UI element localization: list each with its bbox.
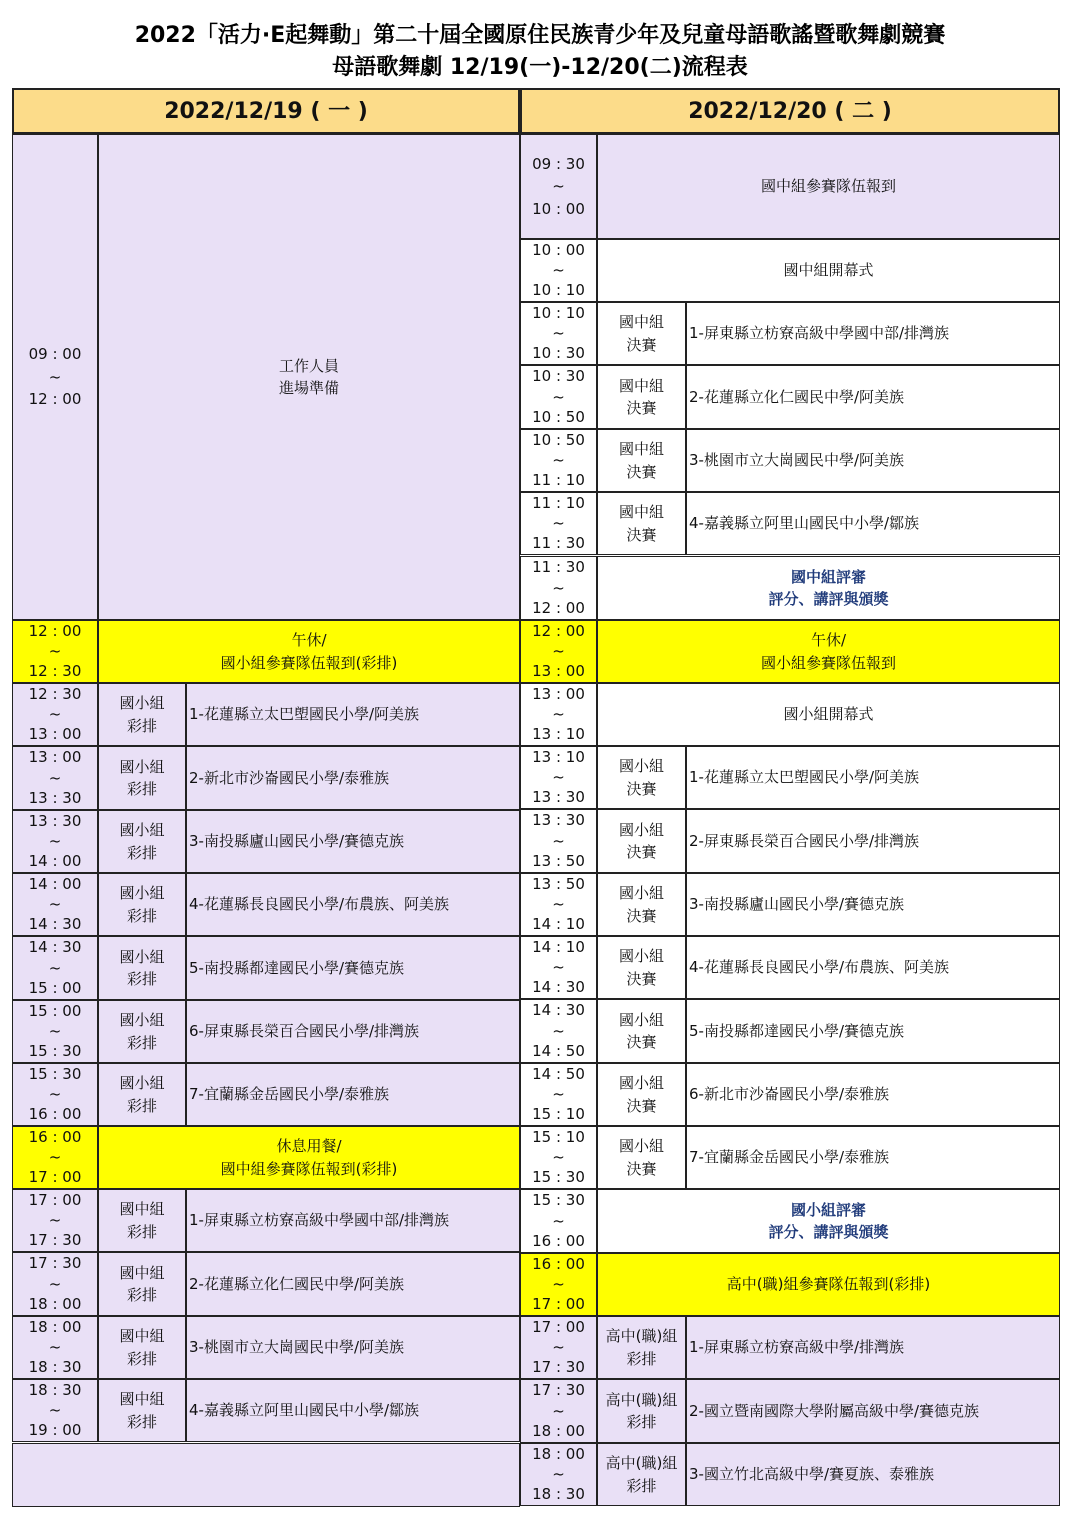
time-end: 16 : 00 — [532, 1232, 585, 1251]
time-separator: ~ — [552, 514, 565, 533]
time-start: 17 : 30 — [28, 1254, 82, 1272]
day2-time-slot — [520, 365, 597, 429]
day1-team-name: 3-桃園市立大崗國民中學/阿美族 — [186, 1316, 520, 1379]
time-start: 16 : 00 — [28, 1128, 82, 1146]
day2-event-type: 國小組 決賽 — [597, 746, 686, 809]
day1-event-type: 國小組 彩排 — [98, 1000, 186, 1063]
time-end: 13 : 30 — [532, 788, 585, 807]
day2-team-name: 1-屏東縣立枋寮高級中學/排灣族 — [686, 1316, 1060, 1379]
time-start: 10 : 00 — [532, 241, 585, 259]
day1-time-slot — [12, 746, 98, 810]
time-start: 10 : 30 — [532, 367, 585, 385]
day2-time-slot — [520, 492, 597, 555]
time-separator: ~ — [552, 895, 565, 914]
time-start: 13 : 30 — [532, 811, 585, 829]
time-separator: ~ — [48, 1211, 62, 1230]
time-separator: ~ — [552, 1338, 565, 1357]
time-end: 17 : 30 — [28, 1231, 82, 1250]
day2-time-slot — [520, 809, 597, 873]
day2-team-name: 7-宜蘭縣金岳國民小學/泰雅族 — [686, 1126, 1060, 1189]
time-start: 15 : 00 — [28, 1002, 82, 1020]
day2-event-type: 高中(職)組 彩排 — [597, 1316, 686, 1379]
time-separator: ~ — [552, 1211, 565, 1230]
time-start: 14 : 50 — [532, 1065, 585, 1083]
day2-event-type: 國中組 決賽 — [597, 492, 686, 555]
time-start: 15 : 10 — [532, 1128, 585, 1146]
time-end: 14 : 30 — [532, 978, 585, 997]
time-separator: ~ — [48, 1338, 62, 1357]
time-start: 14 : 30 — [532, 1001, 585, 1019]
time-start: 13 : 00 — [532, 685, 585, 703]
day2-event-type: 國中組 決賽 — [597, 302, 686, 365]
day1-team-name: 6-屏東縣長榮百合國民小學/排灣族 — [186, 1000, 520, 1063]
day1-event-type: 國中組 彩排 — [98, 1379, 186, 1442]
time-start: 17 : 00 — [28, 1191, 82, 1209]
day2-time-slot — [520, 746, 597, 809]
day1-time-slot — [12, 683, 98, 746]
day1-team-name: 1-花蓮縣立太巴塱國民小學/阿美族 — [186, 683, 520, 746]
time-start: 16 : 00 — [532, 1255, 585, 1273]
time-separator: ~ — [552, 1021, 565, 1040]
time-separator: ~ — [552, 642, 565, 661]
time-separator: ~ — [552, 1401, 565, 1420]
time-start: 09 : 00 — [28, 345, 82, 364]
document-subtitle: 母語歌舞劇 12/19(一)-12/20(二)流程表 — [332, 55, 748, 80]
day2-event-type: 國小組 決賽 — [597, 1126, 686, 1189]
time-separator: ~ — [48, 1274, 62, 1293]
day2-checkin-time — [520, 134, 597, 239]
day2-lunch-event: 午休/ 國小組參賽隊伍報到 — [597, 620, 1060, 683]
time-start: 12 : 30 — [28, 685, 82, 703]
day1-time-slot — [12, 1063, 98, 1126]
day2-judging-event: 國小組評審 評分、講評與頒獎 — [597, 1189, 1060, 1253]
day1-time-slot — [12, 810, 98, 873]
time-separator: ~ — [48, 367, 62, 386]
time-end: 10 : 50 — [532, 408, 585, 427]
time-end: 14 : 50 — [532, 1042, 585, 1061]
time-end: 12 : 00 — [28, 390, 82, 409]
time-start: 15 : 30 — [28, 1065, 82, 1083]
day2-time-slot — [520, 1316, 597, 1379]
day2-event-type: 國小組 決賽 — [597, 873, 686, 936]
day2-lunch-time — [520, 620, 597, 683]
day2-team-name: 2-花蓮縣立化仁國民中學/阿美族 — [686, 365, 1060, 429]
time-end: 11 : 30 — [532, 534, 585, 553]
day1-empty-cell — [12, 1443, 520, 1507]
time-start: 13 : 00 — [28, 748, 82, 766]
time-separator: ~ — [552, 261, 565, 280]
time-end: 12 : 30 — [28, 662, 82, 681]
time-separator: ~ — [552, 1465, 565, 1484]
day1-time-slot — [12, 1189, 98, 1252]
time-start: 10 : 10 — [532, 304, 585, 322]
time-separator: ~ — [552, 177, 565, 196]
day1-event-type: 國中組 彩排 — [98, 1252, 186, 1316]
day2-team-name: 3-國立竹北高級中學/賽夏族、泰雅族 — [686, 1443, 1060, 1506]
day2-event-type: 國小組 決賽 — [597, 936, 686, 999]
day1-team-name: 2-花蓮縣立化仁國民中學/阿美族 — [186, 1252, 520, 1316]
day1-time-slot — [12, 1000, 98, 1063]
time-end: 19 : 00 — [28, 1421, 82, 1440]
time-end: 15 : 00 — [28, 979, 82, 998]
time-end: 18 : 30 — [28, 1358, 82, 1377]
time-end: 16 : 00 — [28, 1105, 82, 1124]
day1-event-type: 國小組 彩排 — [98, 810, 186, 873]
time-separator: ~ — [552, 1085, 565, 1104]
time-end: 10 : 30 — [532, 344, 585, 363]
time-end: 10 : 10 — [532, 281, 585, 300]
time-separator: ~ — [552, 578, 565, 597]
time-start: 18 : 00 — [532, 1445, 585, 1463]
time-start: 13 : 10 — [532, 748, 585, 766]
day1-time-slot — [12, 1316, 98, 1379]
time-start: 13 : 30 — [28, 812, 82, 830]
day2-team-name: 3-南投縣廬山國民小學/賽德克族 — [686, 873, 1060, 936]
day2-time-slot — [520, 1443, 597, 1506]
day2-time-slot — [520, 1063, 597, 1126]
time-separator: ~ — [552, 387, 565, 406]
time-separator: ~ — [48, 958, 62, 977]
day2-event-type: 國小組 決賽 — [597, 809, 686, 873]
time-end: 13 : 00 — [28, 725, 82, 744]
time-separator: ~ — [552, 1275, 565, 1294]
day2-judging-event: 國中組評審 評分、講評與頒獎 — [597, 556, 1060, 620]
time-start: 14 : 00 — [28, 875, 82, 893]
day1-team-name: 1-屏東縣立枋寮高級中學國中部/排灣族 — [186, 1189, 520, 1252]
time-start: 11 : 10 — [532, 494, 585, 512]
time-end: 15 : 10 — [532, 1105, 585, 1124]
time-end: 13 : 10 — [532, 725, 585, 744]
time-separator: ~ — [48, 768, 62, 787]
time-end: 13 : 30 — [28, 789, 82, 808]
day2-event-type: 國小組 決賽 — [597, 1063, 686, 1126]
time-start: 18 : 30 — [28, 1381, 82, 1399]
time-separator: ~ — [48, 705, 62, 724]
time-start: 14 : 30 — [28, 938, 82, 956]
day1-header: 2022/12/19 ( 一 ) — [12, 88, 520, 134]
day2-time-slot — [520, 302, 597, 365]
day1-lunch-time — [12, 620, 98, 683]
day1-time-slot — [12, 873, 98, 936]
day1-event-type: 國小組 彩排 — [98, 1063, 186, 1126]
day2-event-type: 高中(職)組 彩排 — [597, 1379, 686, 1443]
time-separator: ~ — [48, 895, 62, 914]
time-start: 09 : 30 — [532, 154, 585, 173]
day2-hs-checkin-event: 高中(職)組參賽隊伍報到(彩排) — [597, 1253, 1060, 1316]
time-end: 13 : 50 — [532, 852, 585, 871]
day1-staff-event: 工作人員 進場準備 — [98, 134, 520, 620]
day1-event-type: 國小組 彩排 — [98, 683, 186, 746]
day2-checkin-event: 國中組參賽隊伍報到 — [597, 134, 1060, 239]
time-start: 12 : 00 — [28, 622, 82, 640]
time-separator: ~ — [48, 1022, 62, 1041]
time-separator: ~ — [48, 832, 62, 851]
day1-event-type: 國小組 彩排 — [98, 873, 186, 936]
time-separator: ~ — [48, 642, 62, 661]
day1-time-slot — [12, 1379, 98, 1442]
time-end: 18 : 00 — [28, 1295, 82, 1314]
day1-team-name: 7-宜蘭縣金岳國民小學/泰雅族 — [186, 1063, 520, 1126]
time-separator: ~ — [48, 1085, 62, 1104]
day2-event-type: 高中(職)組 彩排 — [597, 1443, 686, 1506]
day2-opening-event: 國中組開幕式 — [597, 239, 1060, 302]
time-start: 18 : 00 — [28, 1318, 82, 1336]
day1-team-name: 3-南投縣廬山國民小學/賽德克族 — [186, 810, 520, 873]
time-end: 13 : 00 — [532, 662, 585, 681]
time-separator: ~ — [552, 705, 565, 724]
day2-event-type: 國中組 決賽 — [597, 429, 686, 492]
day2-team-name: 6-新北市沙崙國民小學/泰雅族 — [686, 1063, 1060, 1126]
time-start: 15 : 30 — [532, 1191, 585, 1209]
day2-team-name: 5-南投縣都達國民小學/賽德克族 — [686, 999, 1060, 1063]
day1-time-slot — [12, 1252, 98, 1316]
day2-judging-time — [520, 1189, 597, 1253]
day1-event-type: 國小組 彩排 — [98, 936, 186, 1000]
day2-time-slot — [520, 873, 597, 936]
day2-opening-time — [520, 239, 597, 302]
day2-time-slot — [520, 429, 597, 492]
day1-lunch-event: 午休/ 國小組參賽隊伍報到(彩排) — [98, 620, 520, 683]
time-separator: ~ — [552, 831, 565, 850]
day1-event-type: 國中組 彩排 — [98, 1189, 186, 1252]
time-end: 15 : 30 — [28, 1042, 82, 1061]
time-end: 12 : 00 — [532, 599, 585, 618]
day2-event-type: 國中組 決賽 — [597, 365, 686, 429]
time-end: 10 : 00 — [532, 199, 585, 218]
day2-hs-checkin-time — [520, 1253, 597, 1316]
time-start: 17 : 00 — [532, 1318, 585, 1336]
day1-team-name: 4-花蓮縣長良國民小學/布農族、阿美族 — [186, 873, 520, 936]
time-end: 14 : 30 — [28, 915, 82, 934]
day2-team-name: 4-花蓮縣長良國民小學/布農族、阿美族 — [686, 936, 1060, 999]
time-separator: ~ — [552, 1148, 565, 1167]
time-separator: ~ — [552, 958, 565, 977]
day1-team-name: 4-嘉義縣立阿里山國民中小學/鄒族 — [186, 1379, 520, 1442]
day2-team-name: 4-嘉義縣立阿里山國民中小學/鄒族 — [686, 492, 1060, 555]
time-end: 18 : 30 — [532, 1485, 585, 1504]
day2-header: 2022/12/20 ( 二 ) — [520, 88, 1060, 134]
time-separator: ~ — [48, 1148, 62, 1167]
day2-team-name: 1-屏東縣立枋寮高級中學國中部/排灣族 — [686, 302, 1060, 365]
time-start: 12 : 00 — [532, 622, 585, 640]
time-separator: ~ — [552, 768, 565, 787]
day1-team-name: 5-南投縣都達國民小學/賽德克族 — [186, 936, 520, 1000]
document-title: 2022「活力·E起舞動」第二十屆全國原住民族青少年及兒童母語歌謠暨歌舞劇競賽 — [134, 23, 946, 48]
time-end: 18 : 00 — [532, 1422, 585, 1441]
time-start: 11 : 30 — [532, 558, 585, 576]
time-start: 10 : 50 — [532, 431, 585, 449]
time-start: 14 : 10 — [532, 938, 585, 956]
day1-team-name: 2-新北市沙崙國民小學/泰雅族 — [186, 746, 520, 810]
time-separator: ~ — [48, 1401, 62, 1420]
time-end: 14 : 10 — [532, 915, 585, 934]
day2-team-name: 2-屏東縣長榮百合國民小學/排灣族 — [686, 809, 1060, 873]
time-separator: ~ — [552, 451, 565, 470]
day2-time-slot — [520, 999, 597, 1063]
time-end: 17 : 00 — [532, 1295, 585, 1314]
day2-team-name: 1-花蓮縣立太巴塱國民小學/阿美族 — [686, 746, 1060, 809]
time-start: 17 : 30 — [532, 1381, 585, 1399]
day2-time-slot — [520, 1379, 597, 1443]
day1-staff-time — [12, 134, 98, 620]
day1-event-type: 國小組 彩排 — [98, 746, 186, 810]
day2-time-slot — [520, 1126, 597, 1189]
time-end: 14 : 00 — [28, 852, 82, 871]
time-end: 17 : 30 — [532, 1358, 585, 1377]
time-start: 13 : 50 — [532, 875, 585, 893]
time-end: 17 : 00 — [28, 1168, 82, 1187]
day2-event-type: 國小組 決賽 — [597, 999, 686, 1063]
day2-judging-time — [520, 556, 597, 620]
time-end: 11 : 10 — [532, 471, 585, 490]
day1-event-type: 國中組 彩排 — [98, 1316, 186, 1379]
time-separator: ~ — [552, 324, 565, 343]
day1-break-event: 休息用餐/ 國中組參賽隊伍報到(彩排) — [98, 1126, 520, 1189]
day2-team-name: 3-桃園市立大崗國民中學/阿美族 — [686, 429, 1060, 492]
day1-time-slot — [12, 936, 98, 1000]
day2-opening-time — [520, 683, 597, 746]
day1-break-time — [12, 1126, 98, 1189]
day2-team-name: 2-國立暨南國際大學附屬高級中學/賽德克族 — [686, 1379, 1060, 1443]
time-end: 15 : 30 — [532, 1168, 585, 1187]
day2-opening-event: 國小組開幕式 — [597, 683, 1060, 746]
day2-time-slot — [520, 936, 597, 999]
